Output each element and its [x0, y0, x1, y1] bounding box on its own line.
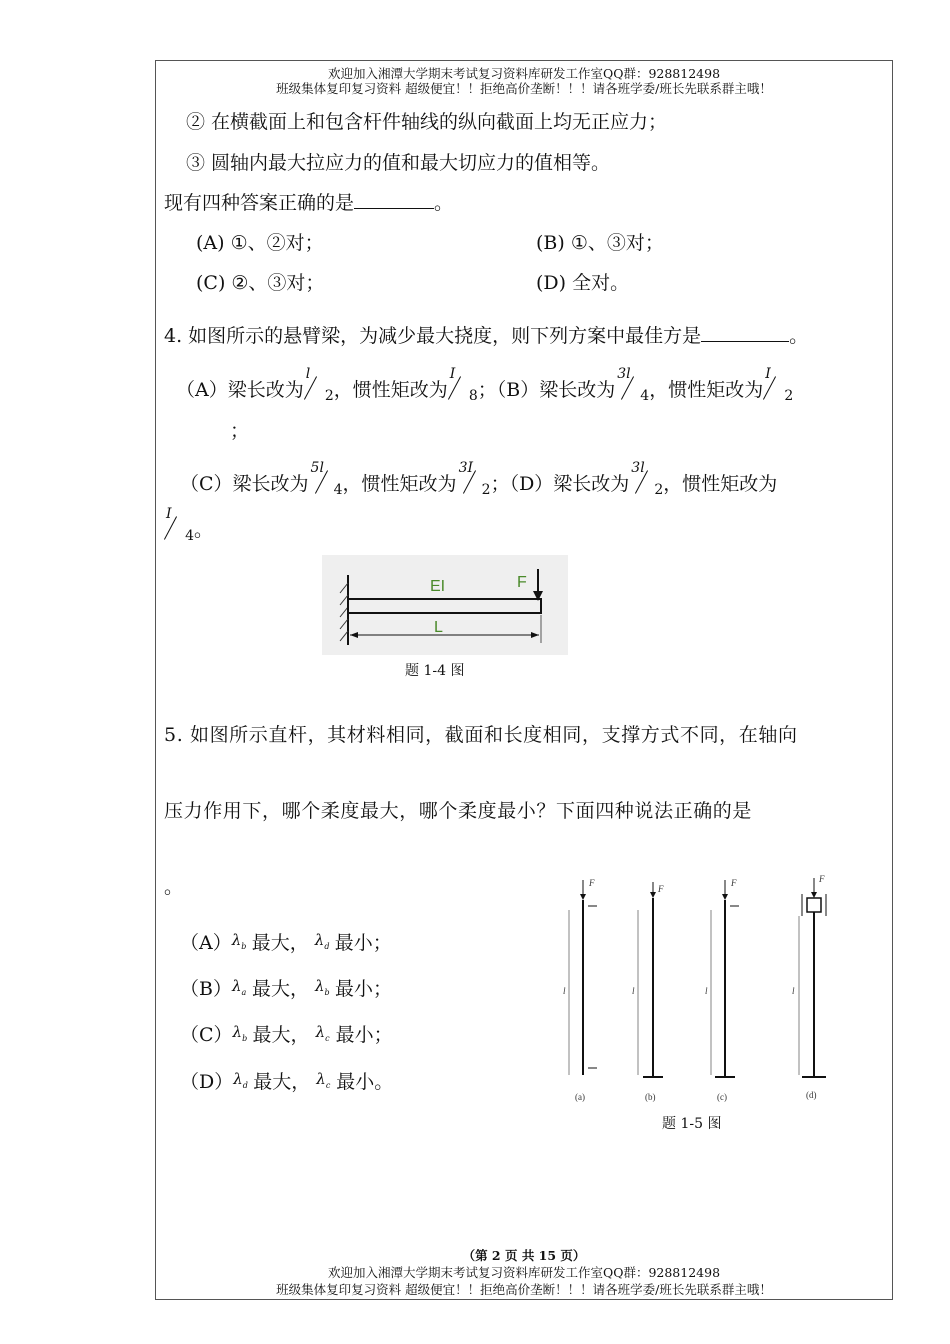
figure-caption-1-4: 题 1-4 图 — [405, 663, 465, 679]
lambda-symbol: $\lambda_b$ — [232, 1023, 248, 1043]
column-b — [632, 882, 664, 1102]
fraction: 3l 4 — [617, 366, 650, 404]
fraction: I 8 — [448, 372, 478, 402]
force-label-d: F — [819, 874, 825, 884]
footer-line-1: 欢迎加入湘潭大学期末考试复习资料库研发工作室QQ群：928812498 — [327, 1265, 721, 1280]
q3-option-b: (B) ①、③对； — [536, 232, 664, 254]
label-a: (a) — [575, 1092, 585, 1102]
fraction: I 2 — [763, 372, 793, 402]
q3-option-d: (D) 全对。 — [536, 272, 630, 294]
q5-option-b: $(B)\lambda_a$ 最大， $\lambda_b$ 最小； — [180, 977, 393, 1000]
column-c — [705, 878, 739, 1102]
answer-blank — [701, 341, 789, 342]
label-b: (b) — [645, 1092, 656, 1102]
page-number: （第 2 页 共 15 页） — [462, 1248, 586, 1263]
q4-options-cd: （C）梁长改为 5l 4 ，惯性矩改为 3I 2 ；（D）梁长改为 3l 2 ，惯性矩改为 — [180, 460, 778, 498]
column-d — [792, 874, 826, 1100]
q5-period: 。 — [164, 876, 184, 898]
fraction: 3I 2 — [458, 460, 491, 498]
cantilever-beam-figure — [322, 555, 568, 655]
q3-stem: 现有四种答案正确的是 。 — [164, 192, 454, 214]
column-a — [563, 878, 597, 1102]
answer-blank — [354, 208, 434, 209]
lambda-symbol: $\lambda_b$ — [315, 977, 330, 997]
lambda-symbol: $\lambda_d$ — [233, 1070, 248, 1090]
q3-option-c: (C) ②、③对； — [196, 272, 325, 294]
q4-stem: 4. 如图所示的悬臂梁，为减少最大挠度，则下列方案中最佳方是 。 — [164, 325, 809, 347]
ei-label: EI — [430, 578, 446, 595]
q4-semicolon: ； — [230, 420, 250, 442]
q4-options-ab: （A）梁长改为 l 2 ，惯性矩改为 I 8 ；（B）梁长改为 3l 4 ，惯性矩改为 I 2 — [176, 366, 794, 404]
force-label-a: F — [589, 878, 595, 888]
header-line-2: 班级集体复印复习资料 超级便宜！！拒绝高价垄断！！！请各班学委/班长先联系群主哦！ — [276, 81, 772, 96]
q3-option-a: (A) ①、②对； — [196, 232, 324, 254]
q5-option-d: $(D)\lambda_d$ 最大， $\lambda_c$ 最小。 — [180, 1070, 394, 1093]
force-label: F — [517, 574, 527, 591]
q3-item-3: ③ 圆轴内最大拉应力的值和最大切应力的值相等。 — [186, 152, 611, 174]
fraction: l 2 — [304, 372, 334, 402]
length-label: L — [434, 619, 443, 636]
length-label-a: l — [563, 986, 566, 996]
lambda-symbol: $\lambda_b$ — [231, 931, 247, 951]
force-label-c: F — [731, 878, 737, 888]
length-label-d: l — [792, 986, 795, 996]
label-c: (c) — [717, 1092, 727, 1102]
footer-line-2: 班级集体复印复习资料 超级便宜！！拒绝高价垄断！！！请各班学委/班长先联系群主哦！ — [276, 1282, 772, 1297]
fraction: 3l 2 — [631, 460, 664, 498]
force-label-b: F — [658, 884, 664, 894]
fraction: I 4 — [164, 512, 194, 542]
header-line-1: 欢迎加入湘潭大学期末考试复习资料库研发工作室QQ群：928812498 — [327, 66, 721, 81]
lambda-symbol: $\lambda_d$ — [314, 931, 330, 951]
q3-item-2: ② 在横截面上和包含杆件轴线的纵向截面上均无正应力； — [186, 111, 668, 133]
q4-option-d-tail: I 4 。 — [164, 512, 213, 542]
lambda-symbol: $\lambda_c$ — [316, 1070, 331, 1090]
q5-line-2: 压力作用下，哪个柔度最大，哪个柔度最小？下面四种说法正确的是 — [164, 800, 753, 822]
columns-figure — [555, 870, 840, 1105]
length-label-c: l — [705, 986, 708, 996]
fraction: 5l 4 — [310, 460, 343, 498]
q5-line-1: 5. 如图所示直杆，其材料相同，截面和长度相同，支撑方式不同，在轴向 — [164, 724, 798, 746]
label-d: (d) — [806, 1090, 817, 1100]
lambda-symbol: $\lambda_c$ — [315, 1023, 330, 1043]
q5-option-a: $(A)\lambda_b$ 最大， $\lambda_d$ 最小； — [180, 931, 392, 954]
q5-option-c: $(C)\lambda_b$ 最大， $\lambda_c$ 最小； — [180, 1023, 393, 1046]
lambda-symbol: $\lambda_a$ — [231, 977, 247, 997]
figure-caption-1-5: 题 1-5 图 — [662, 1116, 722, 1132]
length-label-b: l — [632, 986, 635, 996]
